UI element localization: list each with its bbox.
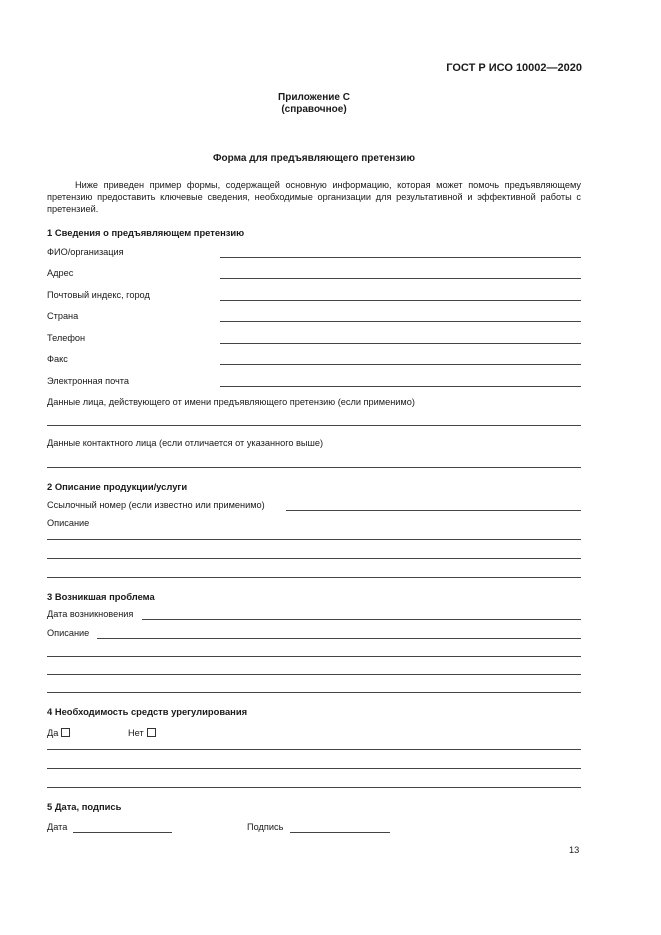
- field-label-address: Адрес: [47, 268, 74, 278]
- field-line-postcode[interactable]: [220, 300, 581, 301]
- problem-description-line[interactable]: [47, 674, 581, 675]
- reference-label: Ссылочный номер (если известно или применимо): [47, 500, 265, 510]
- product-description-line[interactable]: [47, 577, 581, 578]
- contact-label: Данные контактного лица (если отличается от указанного выше): [47, 438, 324, 448]
- no-option[interactable]: [128, 728, 156, 738]
- section2-heading: 2 Описание продукции/услуги: [47, 481, 188, 492]
- reference-line[interactable]: [286, 510, 581, 511]
- yes-checkbox-icon[interactable]: [61, 728, 70, 737]
- field-line-name[interactable]: [220, 257, 581, 258]
- problem-description-line[interactable]: [47, 656, 581, 657]
- problem-description-line[interactable]: [47, 692, 581, 693]
- no-checkbox-icon[interactable]: [147, 728, 156, 737]
- section5-heading: 5 Дата, подпись: [47, 801, 122, 812]
- yes-option[interactable]: [47, 728, 70, 738]
- remedy-line[interactable]: [47, 749, 581, 750]
- problem-description-label: Описание: [47, 628, 90, 638]
- field-line-phone[interactable]: [220, 343, 581, 344]
- field-label-postcode: Почтовый индекс, город: [47, 290, 150, 300]
- no-label: Нет: [128, 728, 144, 738]
- product-description-line[interactable]: [47, 539, 581, 540]
- field-label-name: ФИО/организация: [47, 247, 124, 257]
- intro-paragraph: [47, 179, 581, 215]
- problem-description-line[interactable]: [97, 638, 581, 639]
- representative-label: Данные лица, действующего от имени предъявляющего претензию (если применимо): [47, 397, 415, 407]
- contact-line[interactable]: [47, 467, 581, 468]
- product-description-line[interactable]: [47, 558, 581, 559]
- section3-heading: 3 Возникшая проблема: [47, 591, 155, 602]
- remedy-line[interactable]: [47, 768, 581, 769]
- field-label-email: Электронная почта: [47, 376, 129, 386]
- annex-subtitle: (справочное): [281, 104, 347, 115]
- occurrence-date-label: Дата возникновения: [47, 609, 134, 619]
- remedy-line[interactable]: [47, 787, 581, 788]
- field-line-fax[interactable]: [220, 364, 581, 365]
- field-label-fax: Факс: [47, 354, 68, 364]
- field-label-country: Страна: [47, 311, 79, 321]
- document-code: ГОСТ Р ИСО 10002—2020: [446, 62, 582, 74]
- representative-line[interactable]: [47, 425, 581, 426]
- section4-heading: 4 Необходимость средств урегулирования: [47, 706, 248, 717]
- signature-line[interactable]: [290, 832, 390, 833]
- product-description-label: Описание: [47, 518, 90, 528]
- field-line-email[interactable]: [220, 386, 581, 387]
- field-label-phone: Телефон: [47, 333, 86, 343]
- field-line-country[interactable]: [220, 321, 581, 322]
- annex-title: Приложение С: [278, 92, 350, 103]
- sign-date-label: Дата: [47, 822, 68, 832]
- signature-label: Подпись: [247, 822, 284, 832]
- field-line-address[interactable]: [220, 278, 581, 279]
- section1-heading: 1 Сведения о предъявляющем претензию: [47, 227, 245, 238]
- page-number: 13: [569, 845, 580, 855]
- occurrence-date-line[interactable]: [142, 619, 581, 620]
- yes-label: Да: [47, 728, 59, 738]
- intro-text: Ниже приведен пример формы, содержащей основную информацию, которая может помочь предъявляющему претензию предоставить ключевые сведения, необходимые организации для результативной и эффективной работы с претензией.: [47, 180, 581, 214]
- form-title: Форма для предъявляющего претензию: [213, 153, 415, 164]
- sign-date-line[interactable]: [73, 832, 172, 833]
